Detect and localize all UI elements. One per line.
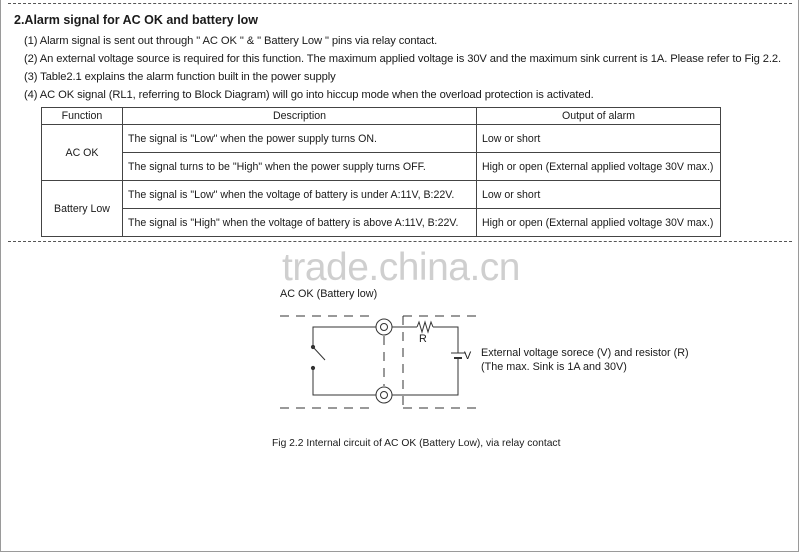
description-cell: The signal is "High" when the voltage of battery is above A:11V, B:22V. — [123, 209, 477, 237]
header-description: Description — [123, 108, 477, 125]
paragraph-4: (4) AC OK signal (RL1, referring to Block Diagram) will go into hiccup mode when the overload protection is activated. — [24, 89, 594, 101]
output-cell: High or open (External applied voltage 30V max.) — [477, 153, 721, 181]
description-cell: The signal turns to be "High" when the power supply turns OFF. — [123, 153, 477, 181]
max-sink-note: (The max. Sink is 1A and 30V) — [481, 361, 627, 373]
section-heading: 2.Alarm signal for AC OK and battery low — [14, 13, 259, 27]
diagram-title: AC OK (Battery low) — [280, 288, 378, 300]
function-cell-battery-low: Battery Low — [42, 181, 123, 237]
description-cell: The signal is "Low" when the voltage of battery is under A:11V, B:22V. — [123, 181, 477, 209]
watermark: trade.china.cn — [282, 246, 520, 289]
function-cell-ac-ok: AC OK — [42, 125, 123, 181]
paragraph-1: (1) Alarm signal is sent out through " AC OK " & " Battery Low " pins via relay contact. — [24, 35, 438, 47]
output-cell: High or open (External applied voltage 30V max.) — [477, 209, 721, 237]
resistor-label: R — [419, 333, 427, 345]
switch-terminal — [311, 366, 314, 369]
resistor-symbol — [417, 322, 433, 332]
terminal-bottom — [376, 387, 392, 403]
header-function: Function — [42, 108, 123, 125]
relay-switch-contact — [313, 347, 325, 360]
source-label: V — [464, 350, 472, 362]
paragraph-2: (2) An external voltage source is required for this function. The maximum applied voltage is 30V and the maximum sink current is 1A. Please refer to Fig 2.2. — [24, 53, 782, 65]
output-cell: Low or short — [477, 181, 721, 209]
terminal-bottom-inner — [381, 392, 388, 399]
description-cell: The signal is "Low" when the power supply turns ON. — [123, 125, 477, 153]
external-source-note: External voltage sorece (V) and resistor (R) — [481, 347, 689, 359]
output-cell: Low or short — [477, 125, 721, 153]
terminal-top-inner — [381, 324, 388, 331]
figure-caption: Fig 2.2 Internal circuit of AC OK (Battery Low), via relay contact — [272, 438, 561, 449]
wire-resistor-to-source — [433, 327, 458, 353]
terminal-top — [376, 319, 392, 335]
switch-pivot — [311, 345, 314, 348]
wire-source-return — [392, 358, 458, 395]
wire-upper-internal — [313, 327, 376, 347]
header-output: Output of alarm — [477, 108, 721, 125]
wire-lower-internal — [313, 368, 376, 395]
paragraph-3: (3) Table2.1 explains the alarm function built in the power supply — [24, 71, 336, 83]
